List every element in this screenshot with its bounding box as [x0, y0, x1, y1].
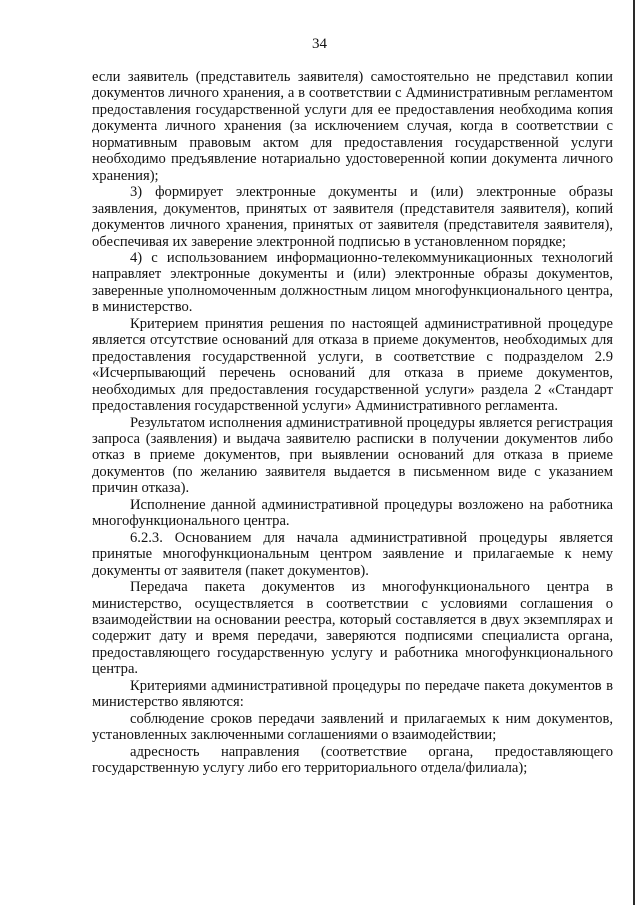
paragraph: соблюдение сроков передачи заявлений и прилагаемых к ним документов, установленных заключенными соглашениями о взаимодействии; — [92, 710, 613, 744]
paragraph: Критерием принятия решения по настоящей административной процедуре является отсутствие оснований для отказа в приеме документов, необходимых для предоставления государственной услуги, в соответствие с подразделом 2.9 «Исчерпывающий перечень оснований для отказа в приеме документов, необходимых для предоставления государственной услуги» раздела 2 «Стандарт предоставления государственной услуги» Административного регламента. — [92, 315, 613, 415]
paragraph: адресность направления (соответствие органа, предоставляющего государственную услугу либо его территориального отдела/филиала); — [92, 743, 613, 777]
paragraph: Исполнение данной административной процедуры возложено на работника многофункционального центра. — [92, 496, 613, 530]
scan-edge-line — [633, 0, 635, 905]
paragraph: Результатом исполнения административной процедуры является регистрация запроса (заявления) и выдача заявителю расписки в получении документов либо отказ в приеме документов, при выявлении оснований для отказа в приеме документов (по желанию заявителя выдается в письменном виде с указанием причин отказа). — [92, 414, 613, 497]
paragraph: 6.2.3. Основанием для начала административной процедуры является принятые многофункциональным центром заявление и прилагаемые к нему документы от заявителя (пакет документов). — [92, 529, 613, 579]
document-body — [92, 69, 613, 776]
paragraph: если заявитель (представитель заявителя) самостоятельно не представил копии документов личного хранения, а в соответствии с Административным регламентом предоставления государственной услуги для ее предоставления необходима копия документа личного хранения (за исключением случая, когда в соответствии с нормативным правовым актом для предоставления государственной услуги необходимо предъявление нотариально удостоверенной копии документа личного хранения); — [92, 69, 613, 184]
page-number: 34 — [312, 36, 327, 52]
paragraph: Передача пакета документов из многофункционального центра в министерство, осуществляется в соответствии с условиями соглашения о взаимодействии на основании реестра, который составляется в двух экземплярах и содержит дату и время передачи, заверяются подписями специалиста органа, предоставляющего государственную услугу и работника многофункционального центра. — [92, 579, 613, 678]
paragraph: 4) с использованием информационно-телекоммуникационных технологий направляет электронные документы и (или) электронные образы документов, заверенные уполномоченным должностным лицом многофункционального центра, в министерство. — [92, 249, 613, 316]
paragraph: Критериями административной процедуры по передаче пакета документов в министерство являются: — [92, 677, 613, 711]
paragraph: 3) формирует электронные документы и (или) электронные образы заявления, документов, принятых от заявителя (представителя заявителя), копий документов личного хранения, принятых от заявителя (представителя заявителя), обеспечивая их заверение электронной подписью в установленном порядке; — [92, 184, 613, 250]
